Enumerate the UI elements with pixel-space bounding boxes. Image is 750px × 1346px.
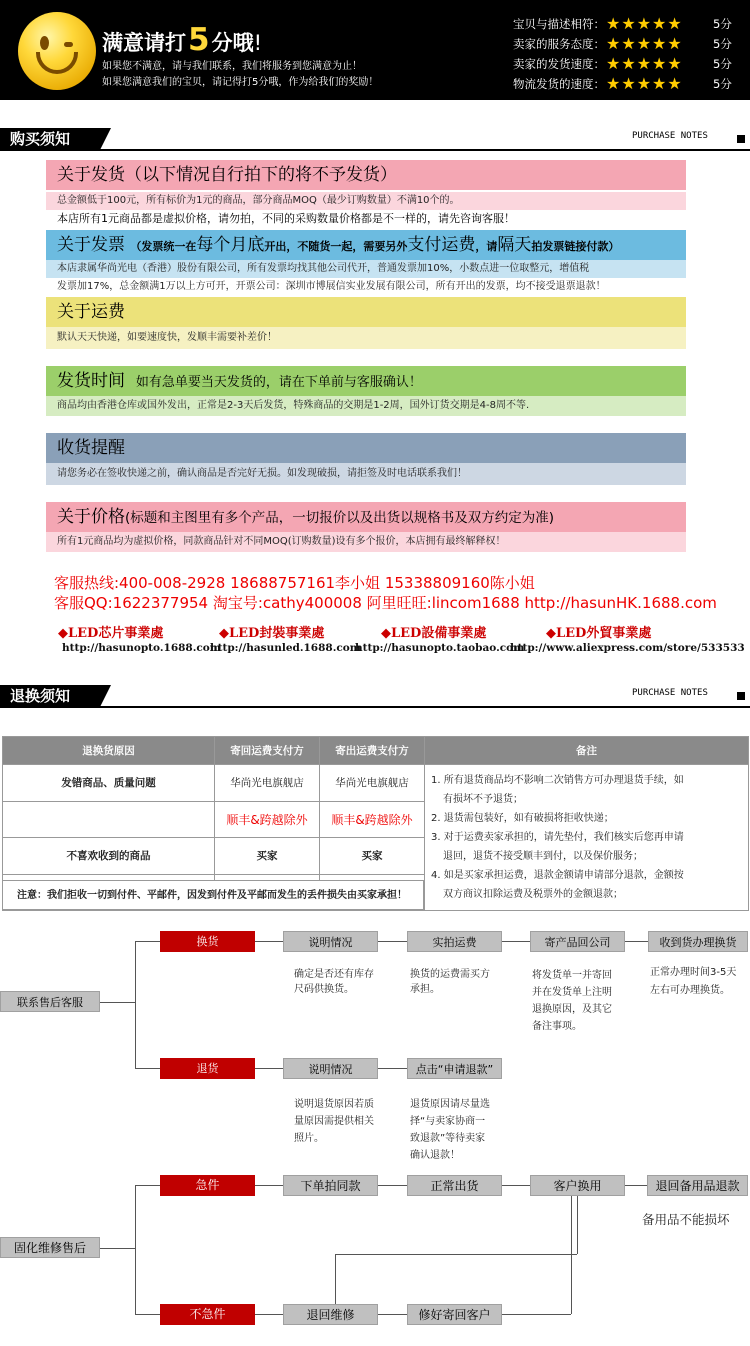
star-rating-icon: ★★★★★ (606, 14, 683, 33)
apply-refund-text: 退货原因请尽量选 择“与卖家协商一 致退款”等待卖家 确认退款！ (410, 1099, 490, 1161)
rating-row: 宝贝与描述相符： ★★★★★ 5分 (513, 14, 732, 33)
non-urgent-box: 不急件 (160, 1304, 255, 1325)
receipt-line-1: 请您务必在签收快递之前，确认商品是否完好无损。如发现破损，请拒签及时电话联系我们！ (46, 463, 686, 485)
receive-exchange-box: 收到货办理换货 (648, 931, 748, 952)
spare-note: 备用品不能损坏 (642, 1212, 730, 1227)
send-back-box: 寄产品回公司 (530, 931, 625, 952)
exchange-box: 换货 (160, 931, 255, 952)
biz-url-equipment[interactable]: http://hasunopto.taobao.com (355, 642, 525, 654)
urgent-box: 急件 (160, 1175, 255, 1196)
biz-unit-trade: ◆LED外貿事業處 (546, 626, 652, 641)
square-icon (737, 692, 745, 700)
invoice-line-1: 本店隶属华尚光电（香港）股份有限公司，所有发票均找其他公司代开，普通发票加10%，小数点进一位取整元，增值税 (46, 260, 686, 278)
table-header: 寄出运费支付方 (320, 737, 425, 765)
section-tag: 购买须知 (0, 128, 100, 150)
biz-unit-package: ◆LED封裝事業處 (219, 626, 325, 641)
verify-text: 换货的运费需买方 承担。 (410, 969, 490, 995)
banner-line-1: 如果您不满意，请与我们联系，我们将服务到您满意为止！ (102, 61, 362, 72)
delivery-line-1: 商品均由香港仓库或国外发出，正常是2-3天后发货，特殊商品的交期是1-2周，国外订货交期是4-8周不等. (46, 396, 686, 416)
table-header: 退换货原因 (3, 737, 215, 765)
section-en-label: PURCHASE NOTES (632, 688, 708, 698)
return-repair-box: 退回维修 (283, 1304, 378, 1325)
section-en-label: PURCHASE NOTES (632, 131, 708, 141)
explain-refund-box: 说明情况 (283, 1058, 378, 1079)
square-icon (737, 135, 745, 143)
shipping-line-1: 总金额低于100元，所有标价为1元的商品，部分商品MOQ（最少订购数量）不满10个的。 (46, 192, 686, 210)
price-line-1: 所有1元商品均为虚拟价格，同款商品针对不同MOQ(订购数量)设有多个报价，本店拥有最终解释权！ (46, 532, 686, 552)
explain-text: 确定是否还有库存 尺码供换货。 (294, 969, 374, 995)
rating-row: 物流发货的速度： ★★★★★ 5分 (513, 74, 732, 93)
return-spare-box: 退回备用品退款 (647, 1175, 748, 1196)
send-text: 将发货单一并寄回 并在发货单上注明 退换原因，及其它 备注事项。 (532, 970, 612, 1032)
table-row: 发错商品、质量问题 华尚光电旗舰店 华尚光电旗舰店 1. 所有退货商品均不影响二次销售方可办理退货手续，如 有损坏不予退货； 2. 退货需包装好，如有破损将拒收快递； 3. 对于运费卖家承担的，请先垫付，我们核实后您再申请 退回，退货不接受顺丰到付，以及保价服务； 4. 如是买家承担运费，退款金额请申请部分退款，金额按 双方商议扣除运费及税票外的金额退款； (3, 765, 749, 802)
table-header: 备注 (425, 737, 749, 765)
repair-service-box: 固化维修售后 (0, 1237, 100, 1258)
biz-url-package[interactable]: http://hasunled.1688.com (210, 642, 361, 654)
shipping-heading: 关于发货（以下情况自行拍下的将不予发货） (46, 160, 686, 190)
biz-unit-equipment: ◆LED設備事業處 (381, 626, 487, 641)
purchase-notes-header (0, 128, 750, 150)
star-rating-icon: ★★★★★ (606, 54, 683, 73)
customer-replace-box: 客户换用 (530, 1175, 625, 1196)
shipping-line-2: 本店所有1元商品都是虚拟价格，请勿拍，不同的采购数量价格都是不一样的，请先咨询客服！ (57, 212, 515, 225)
verify-freight-box: 实拍运费 (407, 931, 502, 952)
apply-refund-box: 点击“申请退款” (407, 1058, 502, 1079)
price-heading: 关于价格(标题和主图里有多个产品，一切报价以及出货以规格书及双方约定为准) (46, 502, 686, 532)
star-rating-icon: ★★★★★ (606, 34, 683, 53)
explain-refund-text: 说明退货原因若质 量原因需提供相关 照片。 (294, 1099, 374, 1144)
banner-line-2: 如果您满意我们的宝贝，请记得打5分哦，作为给我们的奖励！ (102, 77, 379, 88)
qq-text: 客服QQ:1622377954 淘宝号:cathy400008 阿里旺旺:lincom1688 http://hasunHK.1688.com (54, 594, 717, 612)
return-notes-header (0, 685, 750, 707)
table-row: 顺丰&跨越除外 顺丰&跨越除外 (3, 801, 749, 838)
receive-text: 正常办理时间3-5天 左右可办理换货。 (650, 967, 737, 996)
section-tag: 退换须知 (0, 685, 100, 707)
rating-row: 卖家的服务态度： ★★★★★ 5分 (513, 34, 732, 53)
order-same-box: 下单拍同款 (283, 1175, 378, 1196)
explain-box: 说明情况 (283, 931, 378, 952)
notes-cell: 1. 所有退货商品均不影响二次销售方可办理退货手续，如 有损坏不予退货； 2. 退货需包装好，如有破损将拒收快递； 3. 对于运费卖家承担的，请先垫付，我们核实后您再申请 退回，退货不接受顺丰到付，以及保价服务； 4. 如是买家承担运费，退款金额请申请部分退款，金额按 双方商议扣除运费及税票外的金额退款； (425, 765, 749, 911)
normal-ship-box: 正常出货 (407, 1175, 502, 1196)
table-header: 寄回运费支付方 (215, 737, 320, 765)
hotline-text: 客服热线:400-008-2928 18688757161李小姐 15338809160陈小姐 (54, 574, 535, 592)
warning-text: 注意：我们拒收一切到付件、平邮件，因发到付件及平邮而发生的丢件损失由买家承担！ (2, 880, 424, 910)
banner-title: 满意请打5分哦! (102, 22, 262, 58)
rating-row: 卖家的发货速度： ★★★★★ 5分 (513, 54, 732, 73)
freight-line-1: 默认天天快递，如要速度快，发顺丰需要补差价！ (46, 327, 686, 349)
contact-support-box: 联系售后客服 (0, 991, 100, 1012)
freight-heading: 关于运费 (46, 297, 686, 327)
invoice-heading: 关于发票 （发票统一在每个月底开出，不随货一起，需要另外支付运费，请隔天拍发票链接付款） (46, 230, 686, 260)
delivery-heading: 发货时间 如有急单要当天发货的，请在下单前与客服确认！ (46, 366, 686, 396)
star-rating-icon: ★★★★★ (606, 74, 683, 93)
biz-url-chip[interactable]: http://hasunopto.1688.com (62, 642, 221, 654)
refund-box: 退货 (160, 1058, 255, 1079)
receipt-heading: 收货提醒 (46, 433, 686, 463)
biz-url-trade[interactable]: http://www.aliexpress.com/store/533533 (510, 642, 745, 654)
invoice-line-2: 发票加17%，总金额满1万以上方可开，开票公司：深圳市博展信实业发展有限公司，所有开出的发票，均不接受退票退款！ (57, 281, 606, 292)
smiley-icon (18, 12, 96, 90)
biz-unit-chip: ◆LED芯片事業處 (58, 626, 164, 641)
rating-banner (0, 0, 750, 100)
table-row: 不喜欢收到的商品 买家 买家 (3, 838, 749, 875)
repaired-send-box: 修好寄回客户 (407, 1304, 502, 1325)
